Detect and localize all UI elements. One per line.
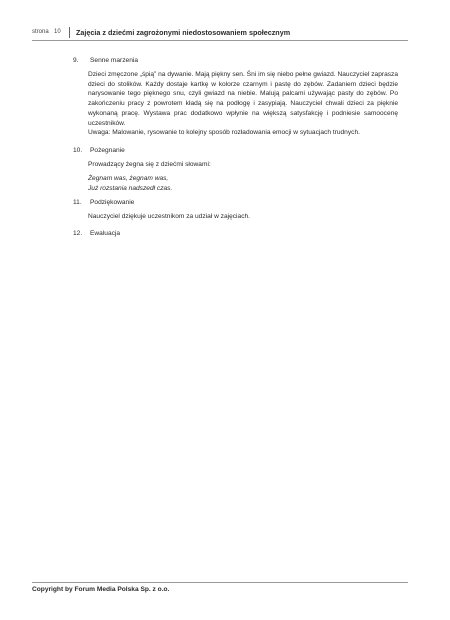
section-heading: Podziękowanie xyxy=(90,199,135,206)
header-rule xyxy=(32,40,408,41)
footer-rule xyxy=(32,582,408,583)
section-paragraph: Nauczyciel dziękuje uczestnikom za udział w zajęciach. xyxy=(88,213,250,220)
page-label: strona xyxy=(32,29,49,35)
section-number: 12. xyxy=(73,230,83,237)
poem-line: Żegnam was, żegnam was, xyxy=(88,175,169,182)
farewell-poem xyxy=(88,174,398,193)
section-paragraph: Prowadzący żegna się z dziećmi słowami: xyxy=(88,161,211,168)
section-number: 11. xyxy=(73,199,82,206)
header-separator xyxy=(69,27,70,38)
section-number: 9. xyxy=(73,57,79,64)
copyright-notice: Copyright by Forum Media Polska Sp. z o.o. xyxy=(32,586,170,593)
section-heading: Pożegnanie xyxy=(90,147,125,154)
section-heading: Senne marzenia xyxy=(90,57,139,64)
page-header xyxy=(32,27,408,39)
document-title: Zajęcia z dziećmi zagrożonymi niedostosowaniem społecznym xyxy=(76,28,291,37)
section-heading: Ewaluacja xyxy=(90,230,121,237)
poem-line: Już rozstania nadszedł czas. xyxy=(88,184,173,192)
section-paragraph: Dzieci zmęczone „śpią” na dywanie. Mają piękny sen. Śni im się niebo pełne gwiazd. Nauczyciel zaprasza dzieci do stolików. Każdy dostaje kartkę w kolorze czarnym i pastę do zębów. Zadaniem dzieci będzie narysowanie tego pięknego snu, czyli gwiazd na niebie. Malują palcami używając pasty do zębów. Po zakończeniu pracy z powrotem kładą się na podłogę i zasypiają. Nauczyciel chwali dzieci za pięknie wykonaną pracę. Wystawa prac dodatkowo wpłynie na większą satysfakcję i podniesie samoocenę uczestników. xyxy=(88,71,398,127)
page-number: 10 xyxy=(54,29,61,35)
section-note: Uwaga: Malowanie, rysowanie to kolejny sposób rozładowania emocji w sytuacjach trudnych. xyxy=(88,129,360,136)
section-number: 10. xyxy=(73,147,83,154)
